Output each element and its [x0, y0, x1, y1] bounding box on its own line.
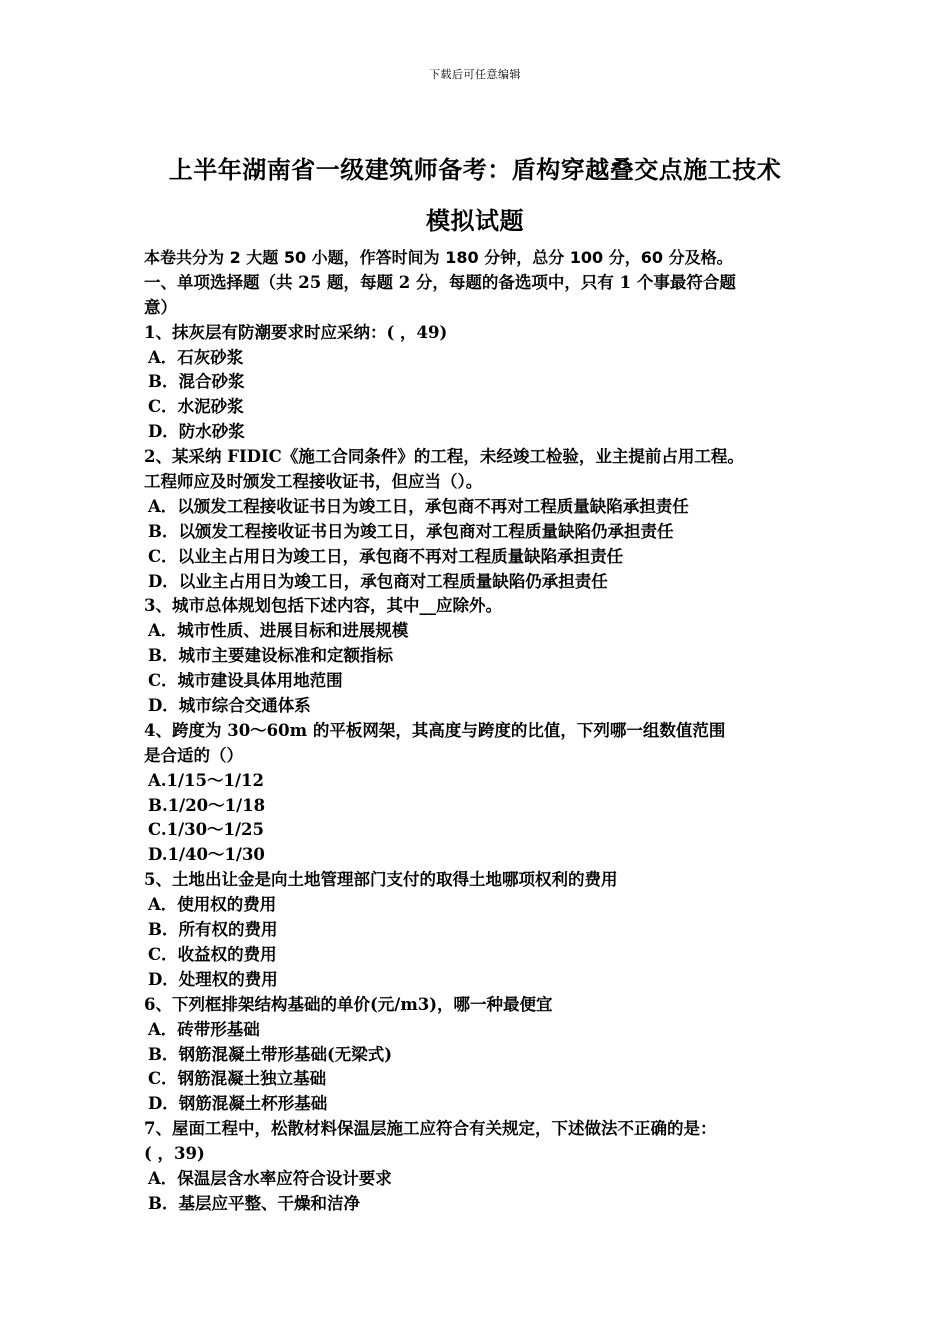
section-heading-line-1: 一、单项选择题（共 25 题，每题 2 分，每题的备选项中，只有 1 个事最符合题	[144, 272, 736, 292]
question-stem: 工程师应及时颁发工程接收证书，但应当（）。	[144, 472, 483, 492]
answer-option: B．钢筋混凝土带形基础(无梁式)	[148, 1044, 393, 1064]
question-item	[144, 993, 824, 1117]
title-line-2: 模拟试题	[426, 207, 524, 235]
answer-option: C．城市建设具体用地范围	[148, 671, 343, 691]
question-stem: 6、下列框排架结构基础的单价(元/m3)，哪一种最便宜	[144, 994, 553, 1014]
answer-option: C．以业主占用日为竣工日，承包商不再对工程质量缺陷承担责任	[148, 546, 624, 566]
answer-option: D．以业主占用日为竣工日，承包商对工程质量缺陷仍承担责任	[148, 571, 608, 591]
answer-option: C．收益权的费用	[148, 944, 277, 964]
answer-option: B.1/20～1/18	[148, 795, 266, 815]
answer-option: B．混合砂浆	[148, 372, 245, 392]
answer-option: B．所有权的费用	[148, 920, 278, 940]
exam-summary: 本卷共分为 2 大题 50 小题，作答时间为 180 分钟，总分 100 分，60 分及格。	[144, 248, 733, 267]
question-item	[144, 594, 824, 718]
answer-option: A.1/15～1/12	[148, 770, 264, 790]
question-stem: 4、跨度为 30～60m 的平板网架，其高度与跨度的比值，下列哪一组数值范围	[144, 720, 726, 740]
answer-option: D.1/40～1/30	[148, 845, 265, 865]
answer-option: B．基层应平整、干燥和洁净	[148, 1193, 360, 1213]
answer-option: C．水泥砂浆	[148, 397, 244, 417]
question-stem: 是合适的（）	[144, 745, 243, 765]
header-note: 下载后可任意编辑	[429, 68, 521, 81]
question-stem: 7、屋面工程中，松散材料保温层施工应符合有关规定，下述做法不正确的是：	[144, 1119, 717, 1139]
answer-option: A．以颁发工程接收证书日为竣工日，承包商不再对工程质量缺陷承担责任	[148, 496, 689, 516]
page-title	[100, 145, 850, 247]
exam-content	[144, 246, 824, 1217]
answer-option: A．使用权的费用	[148, 895, 277, 915]
question-stem: 5、土地出让金是向土地管理部门支付的取得土地哪项权利的费用	[144, 870, 618, 890]
question-stem: 2、某采纳 FIDIC《施工合同条件》的工程，未经竣工检验，业主提前占用工程。	[144, 447, 744, 467]
answer-option: D．钢筋混凝土杯形基础	[148, 1094, 328, 1114]
answer-option: A．保温层含水率应符合设计要求	[148, 1168, 392, 1188]
answer-option: D．处理权的费用	[148, 969, 278, 989]
answer-option: D．防水砂浆	[148, 422, 245, 442]
answer-option: B．城市主要建设标准和定额指标	[148, 646, 393, 666]
answer-option: A．石灰砂浆	[148, 347, 244, 367]
answer-option: D．城市综合交通体系	[148, 696, 311, 716]
question-item	[144, 321, 824, 445]
answer-option: C.1/30～1/25	[148, 820, 265, 840]
question-item	[144, 868, 824, 992]
question-item	[144, 719, 824, 868]
answer-option: A．城市性质、进展目标和进展规模	[148, 621, 409, 641]
question-list	[144, 321, 824, 1217]
question-stem: 3、城市总体规划包括下述内容，其中__应除外。	[144, 596, 502, 616]
question-stem: ( ，39)	[144, 1144, 205, 1164]
answer-option: C．钢筋混凝土独立基础	[148, 1069, 327, 1089]
question-stem: 1、抹灰层有防潮要求时应采纳：( ，49)	[144, 322, 448, 342]
section-heading-line-2: 意）	[144, 297, 177, 317]
answer-option: A．砖带形基础	[148, 1019, 260, 1039]
answer-option: B．以颁发工程接收证书日为竣工日，承包商对工程质量缺陷仍承担责任	[148, 521, 674, 541]
question-item	[144, 445, 824, 594]
title-line-1: 上半年湖南省一级建筑师备考：盾构穿越叠交点施工技术	[168, 156, 782, 184]
question-item	[144, 1117, 824, 1217]
